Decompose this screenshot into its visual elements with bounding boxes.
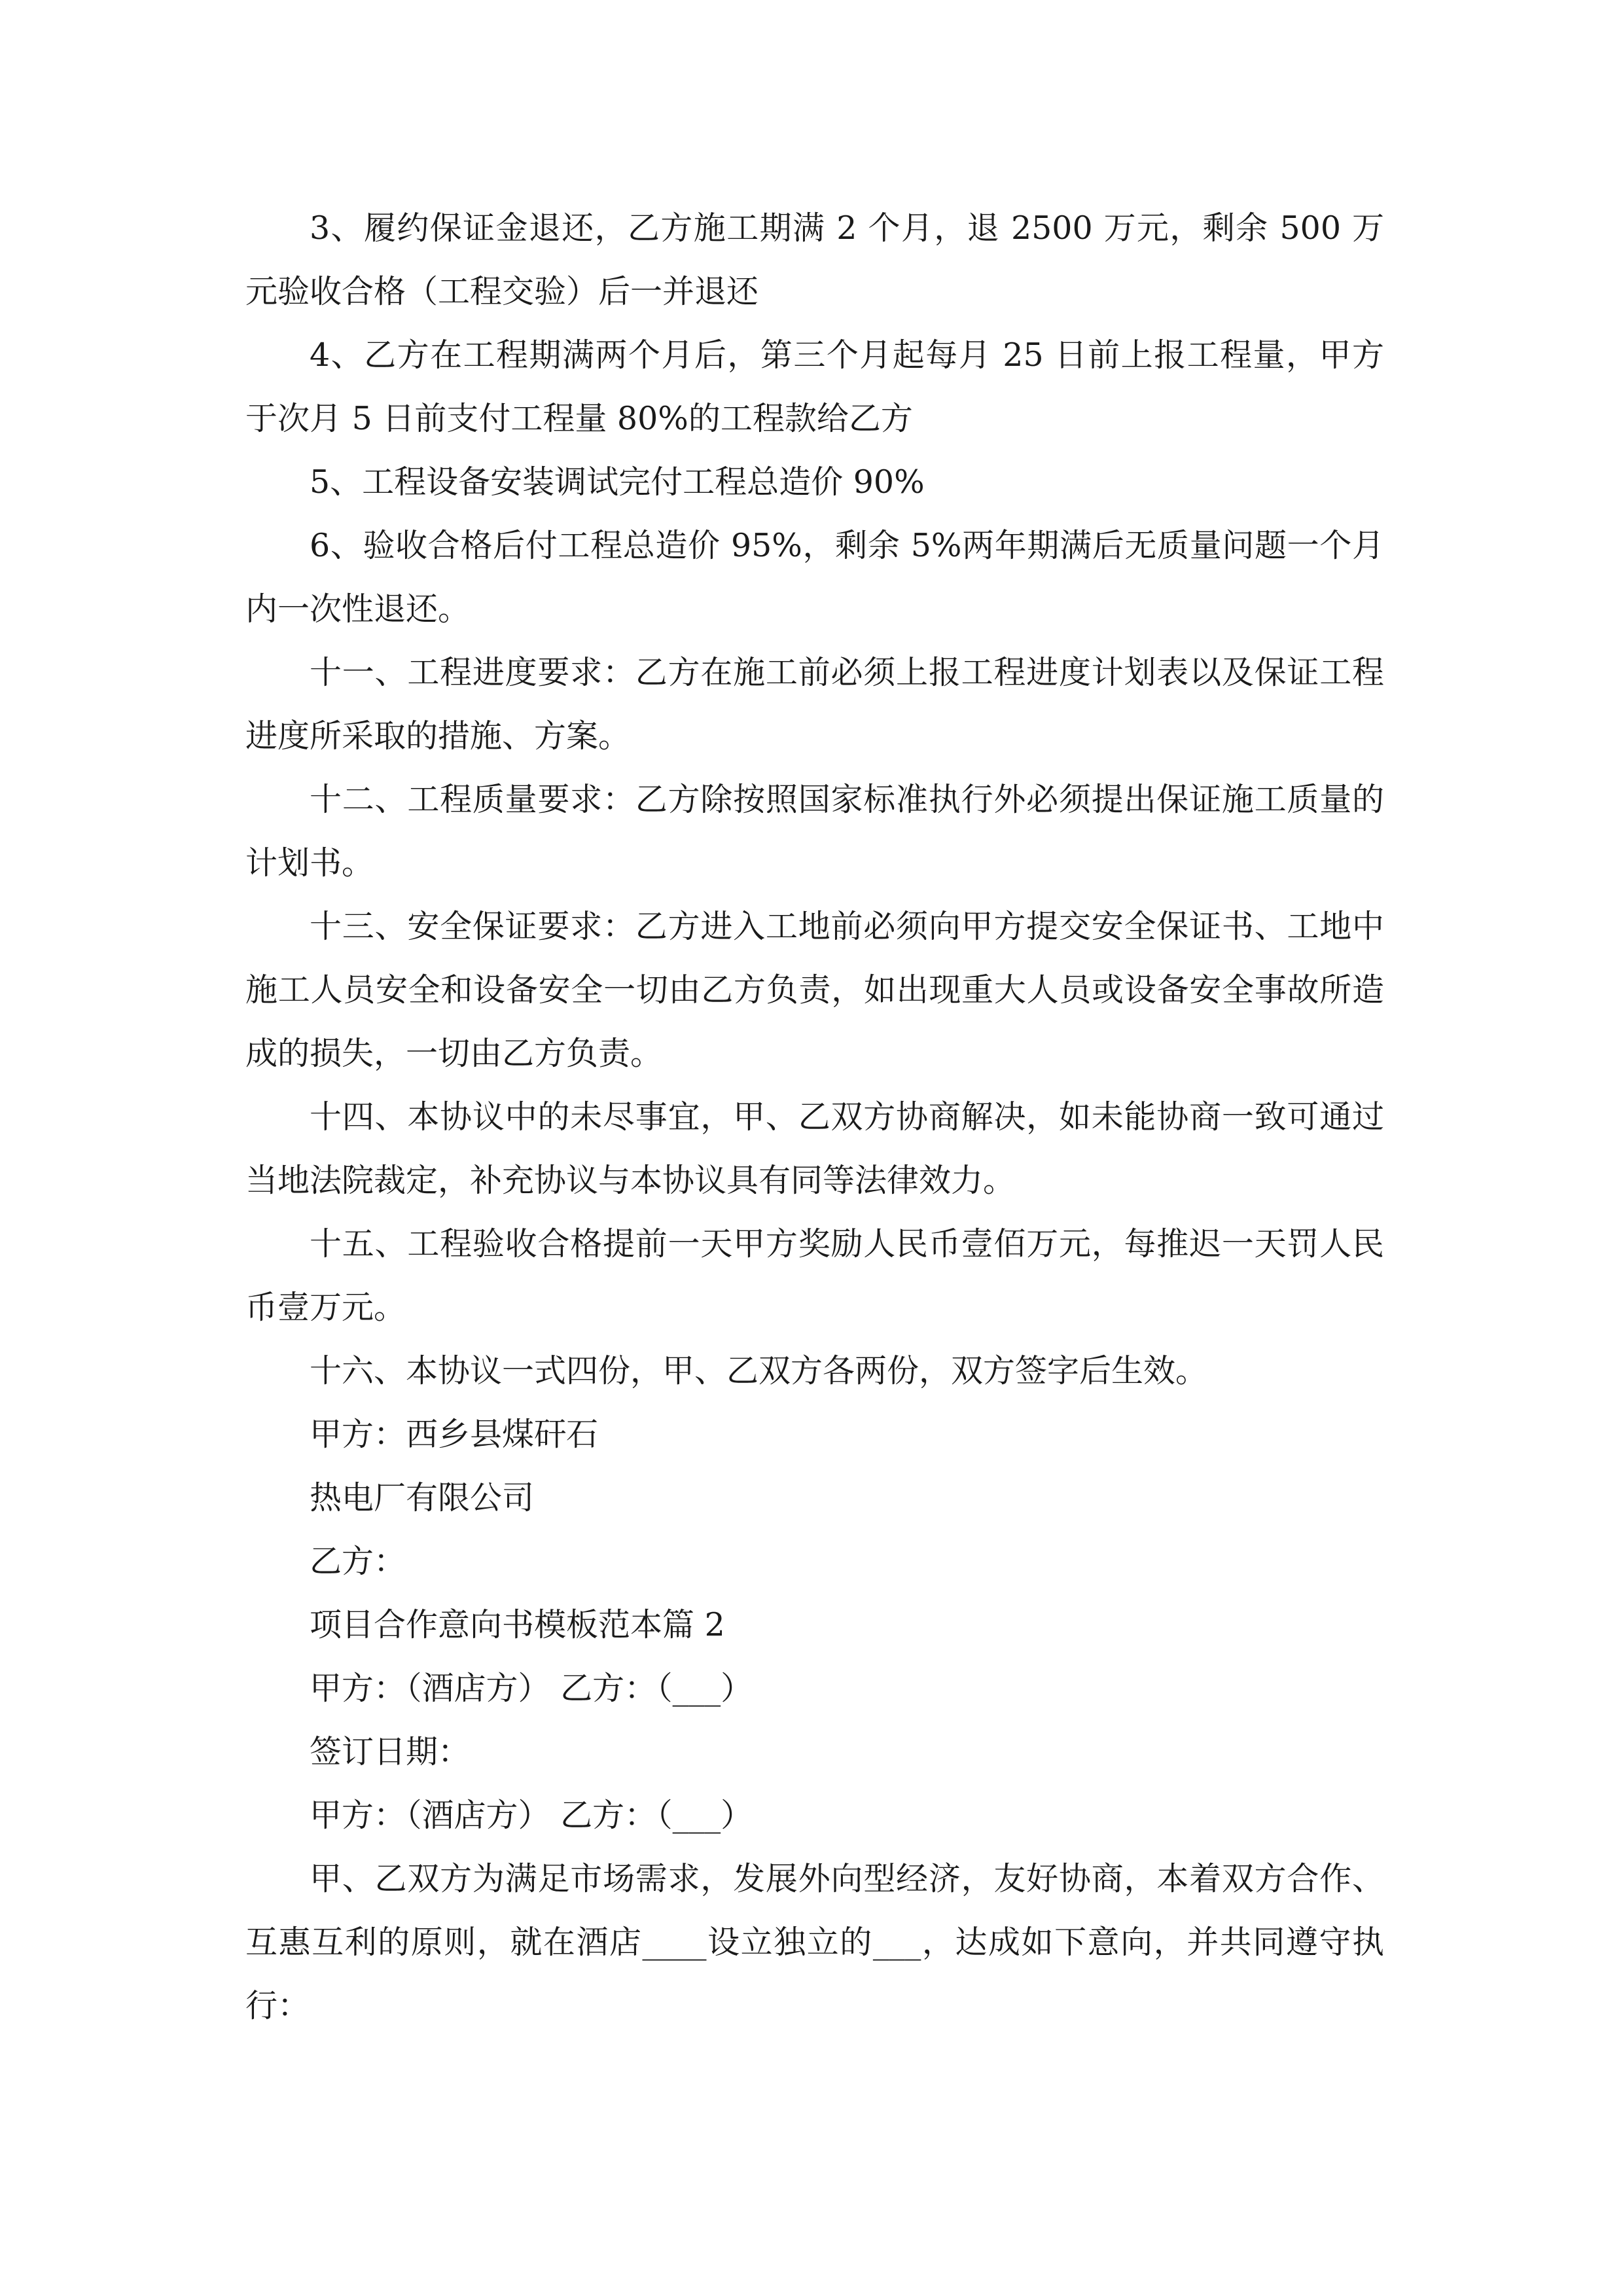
paragraph-article-13: 十三、安全保证要求：乙方进入工地前必须向甲方提交安全保证书、工地中施工人员安全和设备安全一切由乙方负责，如出现重大人员或设备安全事故所造成的损失，一切由乙方负责。: [245, 908, 1384, 1072]
parties-line-2: 甲方：（酒店方） 乙方：（___）: [310, 1797, 753, 1834]
paragraph-clause-6: 6、验收合格后付工程总造价 95%，剩余 5%两年期满后无质量问题一个月内一次性退还。: [245, 527, 1384, 628]
paragraph-article-14: 十四、本协议中的未尽事宜，甲、乙双方协商解决，如未能协商一致可通过当地法院裁定，补充协议与本协议具有同等法律效力。: [245, 1098, 1384, 1199]
parties-line-1: 甲方：（酒店方） 乙方：（___）: [310, 1670, 753, 1707]
paragraph-intro: 甲、乙双方为满足市场需求，发展外向型经济，友好协商，本着双方合作、互惠互利的原则，就在酒店____设立独立的___，达成如下意向，并共同遵守执行：: [245, 1860, 1384, 2024]
party-a-line-1: 甲方：西乡县煤矸石: [310, 1416, 599, 1453]
party-b-line: 乙方：: [310, 1543, 406, 1580]
paragraph-clause-5: 5、工程设备安装调试完付工程总造价 90%: [310, 463, 925, 501]
document-body: [245, 196, 1384, 2037]
paragraph-article-12: 十二、工程质量要求：乙方除按照国家标准执行外必须提出保证施工质量的计划书。: [245, 781, 1384, 882]
party-a-line-2: 热电厂有限公司: [310, 1479, 535, 1516]
paragraph-article-16: 十六、本协议一式四份，甲、乙双方各两份，双方签字后生效。: [310, 1352, 1208, 1390]
paragraph-article-11: 十一、工程进度要求：乙方在施工前必须上报工程进度计划表以及保证工程进度所采取的措施、方案。: [245, 654, 1384, 755]
paragraph-clause-3: 3、履约保证金退还，乙方施工期满 2 个月，退 2500 万元，剩余 500 万元验收合格（工程交验）后一并退还: [245, 209, 1384, 310]
signing-date-line: 签订日期：: [310, 1733, 471, 1770]
paragraph-clause-4: 4、乙方在工程期满两个月后，第三个月起每月 25 日前上报工程量，甲方于次月 5 日前支付工程量 80%的工程款给乙方: [245, 336, 1384, 437]
section-title: 项目合作意向书模板范本篇 2: [310, 1606, 725, 1643]
paragraph-article-15: 十五、工程验收合格提前一天甲方奖励人民币壹佰万元，每推迟一天罚人民币壹万元。: [245, 1225, 1384, 1326]
